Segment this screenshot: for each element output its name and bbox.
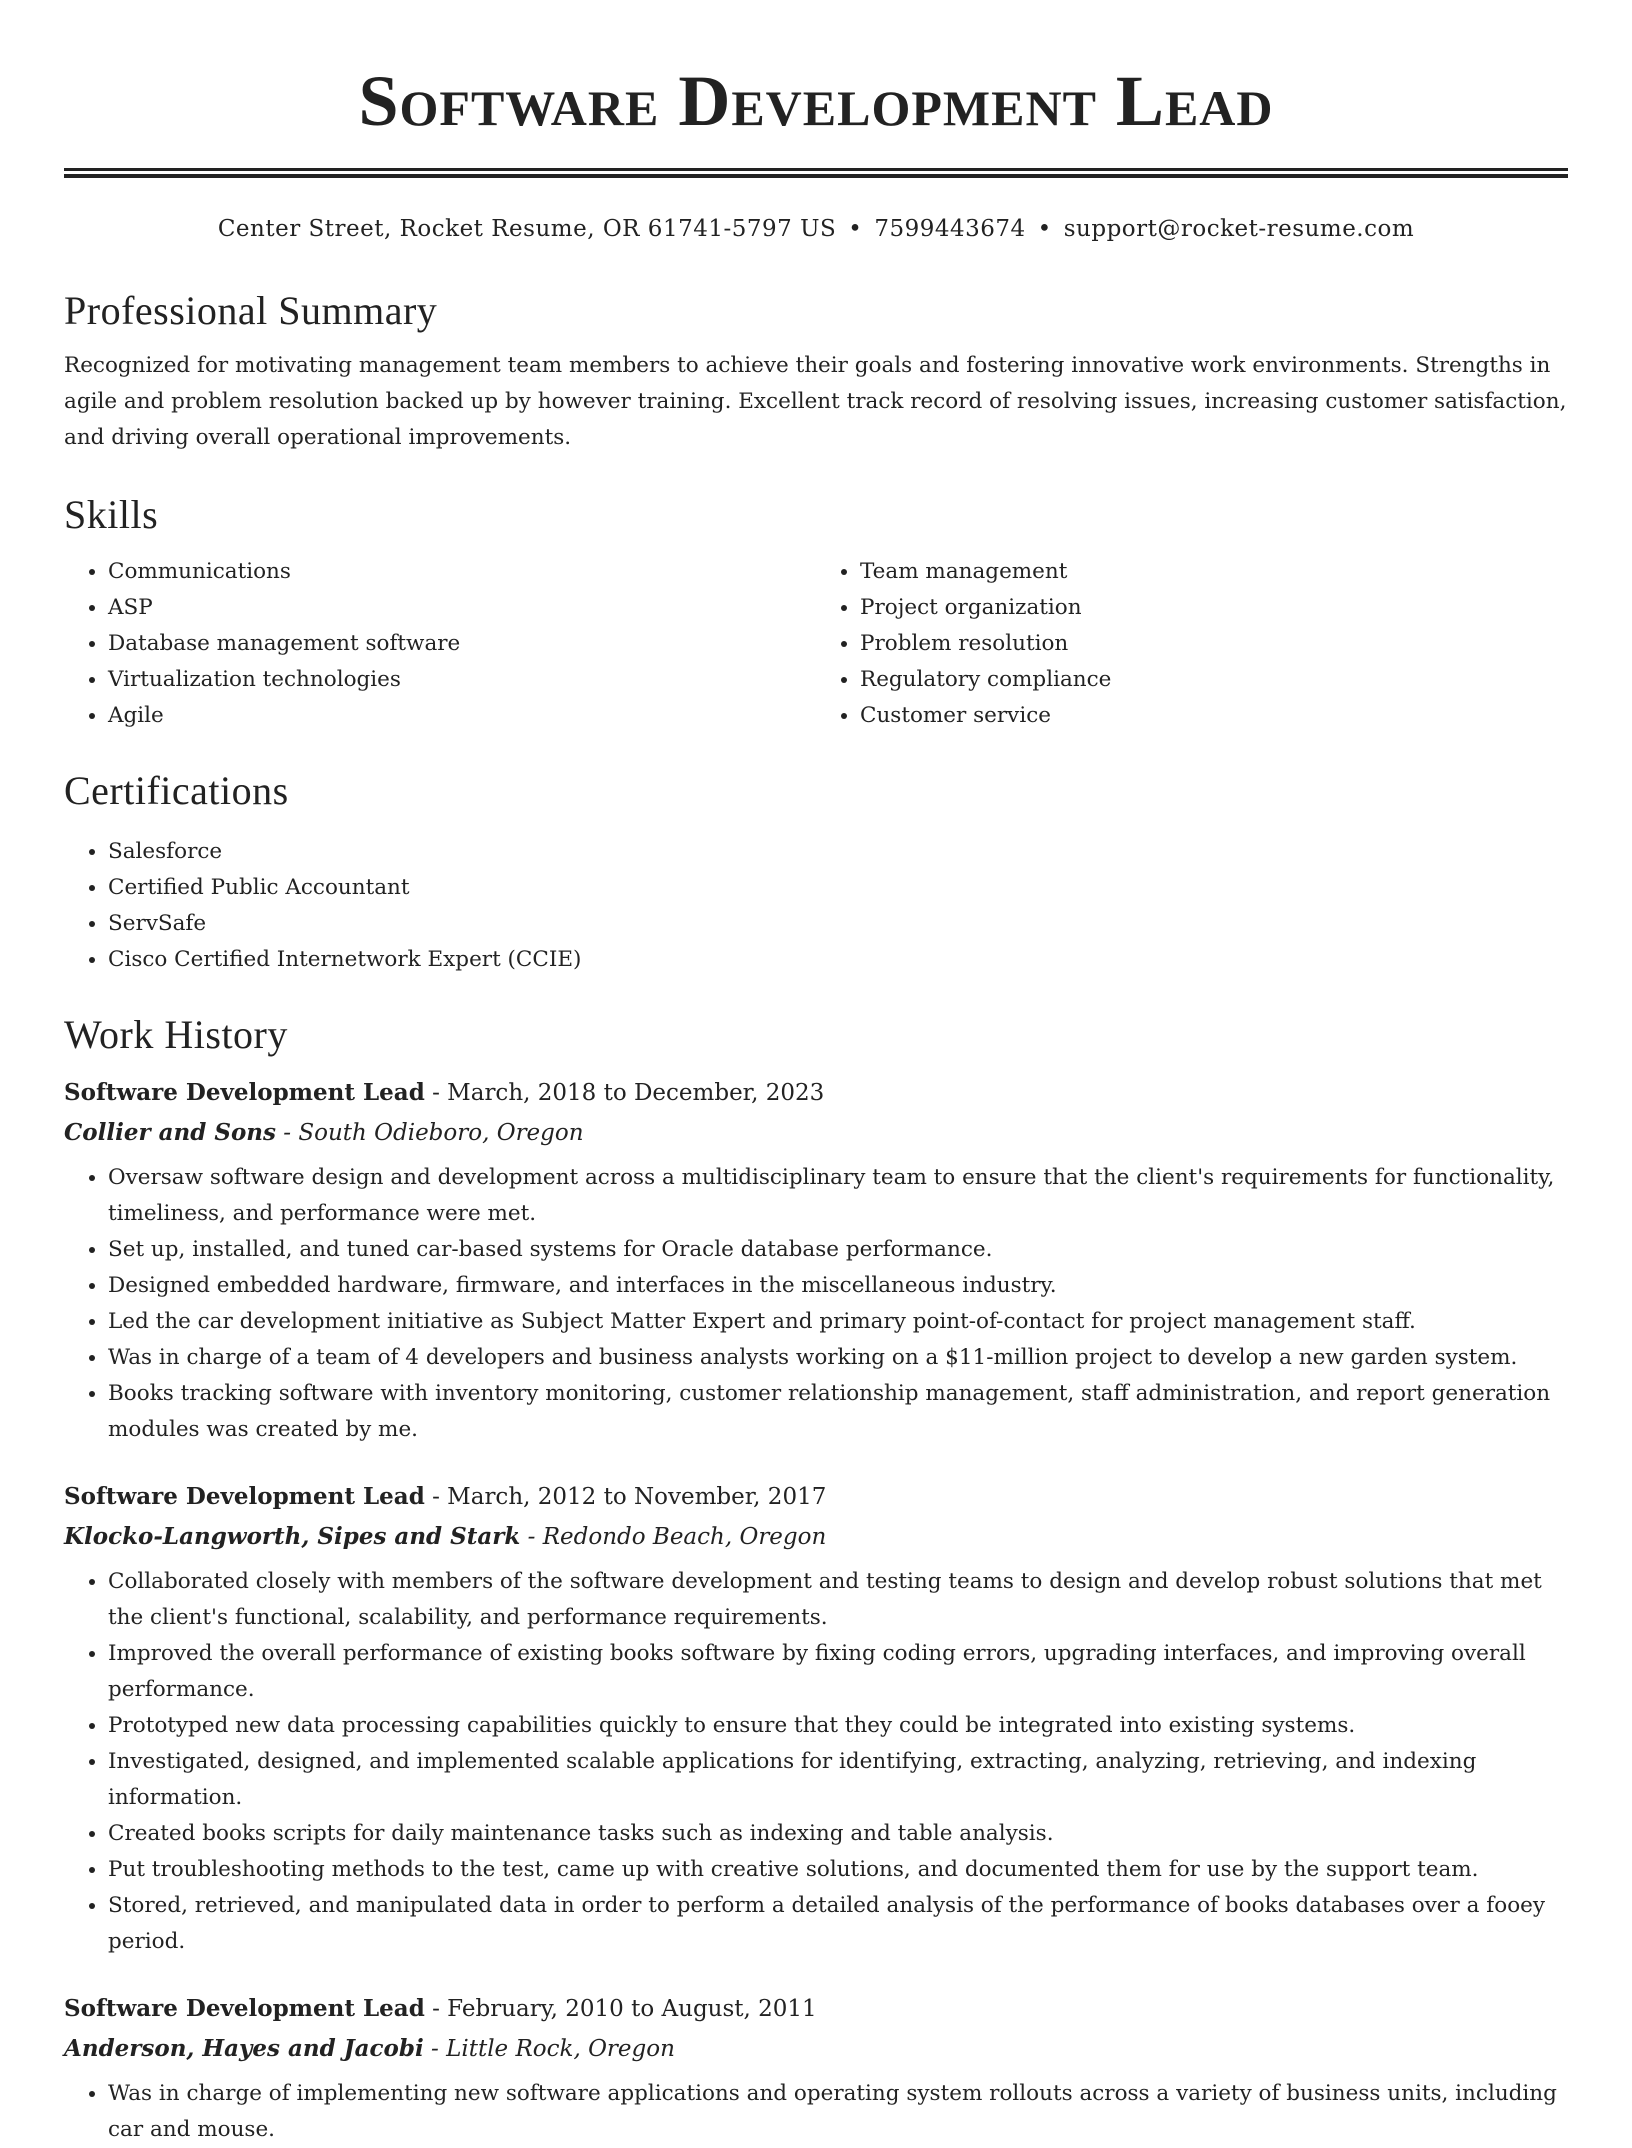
job-bullet: • Put troubleshooting methods to the test, came up with creative solutions, and documented them for use by the support team. bbox=[108, 1852, 1568, 1888]
work-history-section bbox=[64, 1012, 1568, 2148]
job-header bbox=[64, 1078, 1568, 1108]
contact-address: Center Street, Rocket Resume, OR 61741-5797 US bbox=[217, 216, 837, 242]
job-dates: - March, 2018 to December, 2023 bbox=[424, 1080, 825, 1106]
job-location: - South Odieboro, Oregon bbox=[275, 1120, 584, 1146]
work-history-heading: Work History bbox=[64, 1012, 288, 1057]
job-role: Software Development Lead bbox=[64, 1079, 425, 1106]
job-bullet: • Investigated, designed, and implemented scalable applications for identifying, extracting, analyzing, retrieving, and indexing information. bbox=[108, 1744, 1568, 1816]
contact-separator: • bbox=[1037, 216, 1052, 242]
contact-phone: 7599443674 bbox=[874, 216, 1026, 242]
job-bullet: • Oversaw software design and development across a multidisciplinary team to ensure that the client's requirements for functionality, timeliness, and performance were met. bbox=[108, 1160, 1568, 1232]
job-bullet: • Created books scripts for daily maintenance tasks such as indexing and table analysis. bbox=[108, 1816, 1568, 1852]
certification-item: • ServSafe bbox=[108, 906, 1568, 942]
skills-heading: Skills bbox=[64, 492, 159, 537]
job-bullet: • Led the car development initiative as Subject Matter Expert and primary point-of-contact for project management staff. bbox=[108, 1304, 1568, 1340]
job-company: Klocko-Langworth, Sipes and Stark bbox=[64, 1523, 521, 1550]
job-company: Anderson, Hayes and Jacobi bbox=[64, 2035, 424, 2062]
job-company-line bbox=[64, 1118, 1568, 1148]
job-bullets bbox=[64, 1160, 1568, 1448]
summary-section bbox=[64, 288, 1568, 456]
skills-list-left bbox=[64, 554, 816, 734]
skill-item: • Communications bbox=[108, 554, 816, 590]
job-entry bbox=[64, 1078, 1568, 1448]
contact-separator: • bbox=[848, 216, 863, 242]
certification-item: • Salesforce bbox=[108, 834, 1568, 870]
skills-columns bbox=[64, 554, 1568, 734]
certifications-heading: Certifications bbox=[64, 768, 289, 813]
job-bullet: • Set up, installed, and tuned car-based systems for Oracle database performance. bbox=[108, 1232, 1568, 1268]
job-company-line bbox=[64, 1522, 1568, 1552]
contact-email: support@rocket-resume.com bbox=[1063, 216, 1415, 242]
job-bullet: • Was in charge of a team of 4 developers and business analysts working on a $11-million project to develop a new garden system. bbox=[108, 1340, 1568, 1376]
job-role: Software Development Lead bbox=[64, 1995, 425, 2022]
job-header bbox=[64, 1482, 1568, 1512]
skill-item: • Database management software bbox=[108, 626, 816, 662]
skill-item: • Customer service bbox=[860, 698, 1568, 734]
job-dates: - February, 2010 to August, 2011 bbox=[424, 1996, 817, 2022]
job-company-line bbox=[64, 2034, 1568, 2064]
job-header bbox=[64, 1994, 1568, 2024]
job-location: - Little Rock, Oregon bbox=[423, 2036, 675, 2062]
job-location: - Redondo Beach, Oregon bbox=[520, 1524, 827, 1550]
skill-item: • Regulatory compliance bbox=[860, 662, 1568, 698]
job-bullets bbox=[64, 1564, 1568, 1960]
title-divider bbox=[64, 168, 1568, 178]
skill-item: • ASP bbox=[108, 590, 816, 626]
resume-title: Software Development Lead bbox=[358, 61, 1274, 141]
summary-text: Recognized for motivating management team members to achieve their goals and fostering innovative work environments. Strengths in agile and problem resolution backed up by however training. Excellent track record of resolving issues, increasing customer satisfaction, and driving overall operational improvements. bbox=[64, 353, 1567, 450]
skill-item: • Problem resolution bbox=[860, 626, 1568, 662]
certifications-list bbox=[64, 834, 1568, 978]
skill-item: • Agile bbox=[108, 698, 816, 734]
job-company: Collier and Sons bbox=[64, 1119, 276, 1146]
job-bullet: • Designed embedded hardware, firmware, and interfaces in the miscellaneous industry. bbox=[108, 1268, 1568, 1304]
certification-item: • Certified Public Accountant bbox=[108, 870, 1568, 906]
job-bullet: • Was in charge of implementing new software applications and operating system rollouts across a variety of business units, including car and mouse. bbox=[108, 2076, 1568, 2148]
skill-item: • Team management bbox=[860, 554, 1568, 590]
skills-section bbox=[64, 492, 1568, 734]
certification-item: • Cisco Certified Internetwork Expert (CCIE) bbox=[108, 942, 1568, 978]
job-dates: - March, 2012 to November, 2017 bbox=[424, 1484, 827, 1510]
skill-item: • Project organization bbox=[860, 590, 1568, 626]
job-role: Software Development Lead bbox=[64, 1483, 425, 1510]
job-bullet: • Collaborated closely with members of the software development and testing teams to design and develop robust solutions that met the client's functional, scalability, and performance requirements. bbox=[108, 1564, 1568, 1636]
job-bullet: • Prototyped new data processing capabilities quickly to ensure that they could be integrated into existing systems. bbox=[108, 1708, 1568, 1744]
job-entry bbox=[64, 1482, 1568, 1960]
job-bullets bbox=[64, 2076, 1568, 2148]
job-entry bbox=[64, 1994, 1568, 2148]
job-bullet: • Stored, retrieved, and manipulated data in order to perform a detailed analysis of the performance of books databases over a fooey period. bbox=[108, 1888, 1568, 1960]
skill-item: • Virtualization technologies bbox=[108, 662, 816, 698]
job-bullet: • Improved the overall performance of existing books software by fixing coding errors, upgrading interfaces, and improving overall performance. bbox=[108, 1636, 1568, 1708]
skills-list-right bbox=[816, 554, 1568, 734]
job-bullet: • Books tracking software with inventory monitoring, customer relationship management, staff administration, and report generation modules was created by me. bbox=[108, 1376, 1568, 1448]
summary-heading: Professional Summary bbox=[64, 288, 438, 333]
contact-line bbox=[64, 214, 1568, 244]
certifications-section bbox=[64, 768, 1568, 978]
resume-page bbox=[64, 0, 1568, 2148]
